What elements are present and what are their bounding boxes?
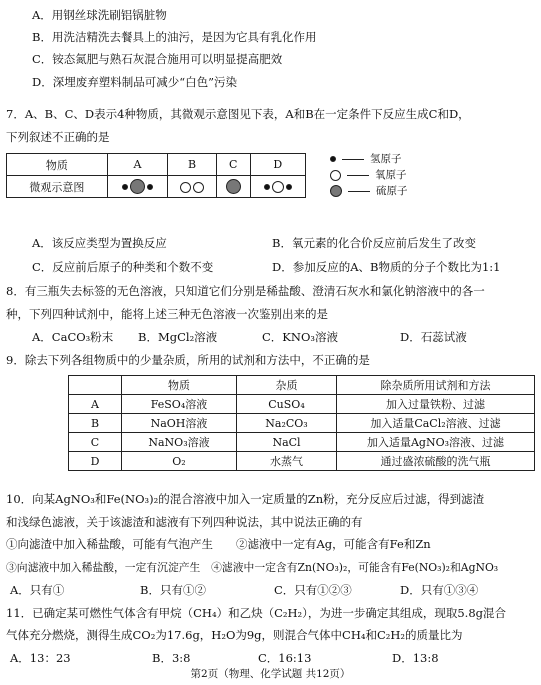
table2-header-impurity: 杂质: [237, 376, 337, 395]
q7-option-c: C．反应前后原子的种类和个数不变: [32, 260, 214, 274]
molecule-b-icon: [168, 176, 217, 198]
q6-option-a: A．用钢丝球洗刷铝锅脏物: [32, 8, 167, 22]
q10-option-c: C．只有①②③: [274, 583, 352, 597]
q11-stem-2: 气体充分燃烧，测得生成CO₂为17.6g，H₂O为9g，则混合气体中CH₄和C₂H₂的质量比为: [6, 628, 463, 642]
table1-header-d: D: [250, 154, 305, 176]
table2-cell: D: [69, 452, 122, 471]
q7-molecule-table: [6, 153, 306, 198]
q11-stem-1: 11．已确定某可燃性气体含有甲烷（CH₄）和乙炔（C₂H₂），为进一步确定其组成，现取5.8g混合: [6, 606, 507, 620]
table1-header-substance: 物质: [7, 154, 108, 176]
molecule-a-icon: [107, 176, 167, 198]
molecule-c-icon: [216, 176, 250, 198]
table2-cell: A: [69, 395, 122, 414]
q9-impurity-table: [68, 375, 535, 471]
q11-option-d: D．13:8: [392, 651, 439, 665]
q10-option-b: B．只有①②: [140, 583, 206, 597]
table2-cell: 通过盛浓硫酸的洗气瓶: [337, 452, 535, 471]
table1-row-label: 微观示意图: [7, 176, 108, 198]
atom-legend: [330, 151, 408, 199]
q11-option-a: A．13：23: [10, 651, 71, 665]
q7-option-b: B．氧元素的化合价反应前后发生了改变: [272, 236, 476, 250]
table2-cell: NaOH溶液: [122, 414, 237, 433]
table2-header-substance: 物质: [122, 376, 237, 395]
molecule-d-icon: [250, 176, 305, 198]
table1-header-b: B: [168, 154, 217, 176]
q7-stem-1: 7．A、B、C、D表示4种物质，其微观示意图见下表，A和B在一定条件下反应生成C和D，: [6, 107, 470, 121]
q8-option-d: D．石蕊试液: [400, 330, 467, 344]
table2-cell: 加入适量CaCl₂溶液、过滤: [337, 414, 535, 433]
q8-option-a: A．CaCO₃粉末: [32, 330, 114, 344]
table2-cell: O₂: [122, 452, 237, 471]
table1-header-c: C: [216, 154, 250, 176]
q8-stem-1: 8．有三瓶失去标签的无色溶液，只知道它们分别是稀盐酸、澄清石灰水和氯化钠溶液中的各一: [6, 284, 485, 298]
table-row: [69, 414, 535, 433]
table2-cell: B: [69, 414, 122, 433]
table1-header-a: A: [107, 154, 167, 176]
oxygen-atom-icon: [330, 170, 341, 181]
table2-cell: 水蒸气: [237, 452, 337, 471]
table2-cell: NaNO₃溶液: [122, 433, 237, 452]
q6-option-b: B．用洗洁精洗去餐具上的油污，是因为它具有乳化作用: [32, 30, 317, 44]
table2-cell: NaCl: [237, 433, 337, 452]
q6-option-c: C．铵态氮肥与熟石灰混合施用可以明显提高肥效: [32, 52, 283, 66]
q10-option-a: A．只有①: [10, 583, 65, 597]
page-footer: 第2页（物理、化学试题 共12页）: [190, 668, 351, 680]
q10-statement-2: ③向滤液中加入稀盐酸，一定有沉淀产生 ④滤液中一定含有Zn(NO₃)₂，可能含有Fe(NO₃)₂和AgNO₃: [6, 561, 499, 574]
sulfur-atom-icon: [330, 185, 342, 197]
table2-cell: FeSO₄溶液: [122, 395, 237, 414]
q8-stem-2: 种，下列四种试剂中，能将上述三种无色溶液一次鉴别出来的是: [6, 307, 328, 321]
q10-statement-1: ①向滤渣中加入稀盐酸，可能有气泡产生 ②滤液中一定有Ag，可能含有Fe和Zn: [6, 537, 431, 551]
table-row: [69, 452, 535, 471]
table2-cell: 加入适量AgNO₃溶液、过滤: [337, 433, 535, 452]
table2-header-empty: [69, 376, 122, 395]
legend-oxygen: 氧原子: [375, 169, 407, 181]
q9-stem: 9．除去下列各组物质中的少量杂质，所用的试剂和方法中，不正确的是: [6, 353, 370, 367]
legend-hydrogen: 氢原子: [370, 153, 402, 165]
q6-option-d: D．深埋废弃塑料制品可减少“白色”污染: [32, 75, 237, 89]
hydrogen-atom-icon: [330, 156, 336, 162]
q8-option-b: B．MgCl₂溶液: [138, 330, 218, 344]
table-row: [69, 395, 535, 414]
q7-option-a: A．该反应类型为置换反应: [32, 236, 167, 250]
q7-option-d: D．参加反应的A、B物质的分子个数比为1:1: [272, 260, 501, 274]
q7-stem-2: 下列叙述不正确的是: [6, 130, 110, 144]
q10-stem-2: 和浅绿色滤液，关于该滤渣和滤液有下列四种说法，其中说法正确的有: [6, 515, 363, 529]
table2-header-method: 除杂质所用试剂和方法: [337, 376, 535, 395]
table2-cell: CuSO₄: [237, 395, 337, 414]
legend-sulfur: 硫原子: [376, 185, 408, 197]
q10-stem-1: 10．向某AgNO₃和Fe(NO₃)₂的混合溶液中加入一定质量的Zn粉，充分反应后过滤，得到滤渣: [6, 492, 485, 506]
q10-option-d: D．只有①③④: [400, 583, 479, 597]
q11-option-c: C．16:13: [258, 651, 312, 665]
q8-option-c: C．KNO₃溶液: [262, 330, 338, 344]
table2-cell: C: [69, 433, 122, 452]
table-row: [69, 433, 535, 452]
table2-cell: Na₂CO₃: [237, 414, 337, 433]
q11-option-b: B．3:8: [152, 651, 191, 665]
table2-cell: 加入过量铁粉、过滤: [337, 395, 535, 414]
